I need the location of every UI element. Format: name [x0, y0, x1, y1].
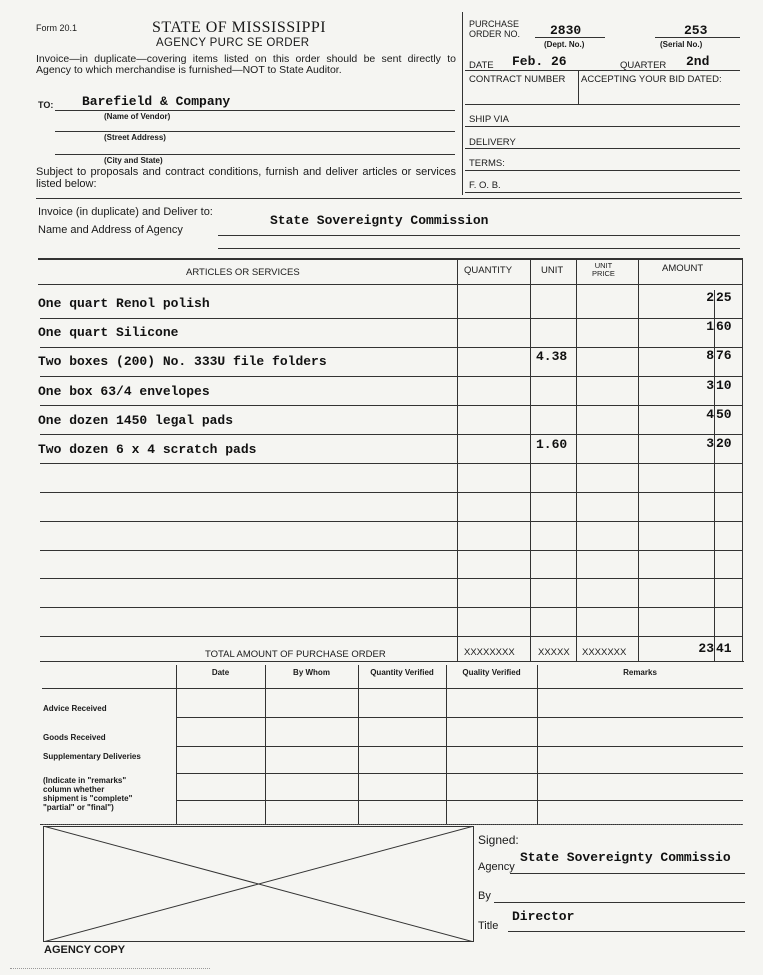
header-amount: AMOUNT: [662, 263, 704, 274]
invoice-instructions: Invoice—in duplicate—covering items listed on this order should be sent directly to Agency to which merchandise is furnished—NOT to State Auditor.: [36, 53, 456, 76]
invoice-deliver-label: Invoice (in duplicate) and Deliver to:: [38, 206, 213, 218]
void-box: [43, 826, 474, 942]
receiving-header: Date: [211, 668, 230, 677]
item-amount-cents[interactable]: 25: [716, 290, 732, 305]
form-number: Form 20.1: [36, 23, 78, 33]
form-subtitle: AGENCY PURC SE ORDER: [156, 37, 310, 49]
item-amount-dollars[interactable]: 3: [706, 378, 714, 393]
agency-address-label: Name and Address of Agency: [38, 224, 183, 236]
quarter-value[interactable]: 2nd: [686, 54, 710, 69]
vendor-caption: (Name of Vendor): [104, 112, 171, 121]
contract-label: CONTRACT NUMBER: [469, 74, 566, 85]
subject-text: Subject to proposals and contract conditions, furnish and deliver articles or services listed below:: [36, 166, 456, 190]
item-amount-dollars[interactable]: 2: [706, 290, 714, 305]
receiving-header: By Whom: [293, 668, 330, 677]
total-quantity-mask: XXXXXXXX: [464, 647, 515, 658]
serial-number[interactable]: 253: [684, 23, 708, 38]
form-title: STATE OF MISSISSIPPI: [152, 19, 327, 36]
ship-via-label: SHIP VIA: [469, 114, 509, 125]
item-unit-value[interactable]: 1.60: [536, 437, 568, 452]
serial-caption: (Serial No.): [660, 40, 703, 49]
total-cents[interactable]: 41: [716, 641, 732, 656]
quarter-label: QUARTER: [620, 60, 667, 71]
item-amount-cents[interactable]: 10: [716, 378, 732, 393]
item-description[interactable]: One box 63/4 envelopes: [38, 384, 210, 399]
item-description[interactable]: One quart Renol polish: [38, 296, 210, 311]
item-description[interactable]: One dozen 1450 legal pads: [38, 413, 234, 428]
receiving-row-label: Advice Received: [43, 704, 107, 713]
receiving-row-label: Supplementary Deliveries: [43, 752, 141, 761]
sig-title-value[interactable]: Director: [512, 909, 575, 924]
street-caption: (Street Address): [104, 133, 166, 142]
city-caption: (City and State): [104, 156, 163, 165]
terms-label: TERMS:: [469, 158, 505, 169]
agency-address-value[interactable]: State Sovereignty Commission: [270, 213, 489, 228]
total-dollars[interactable]: 23: [698, 641, 714, 656]
item-amount-cents[interactable]: 60: [716, 319, 732, 334]
total-unit-price-mask: XXXXXXX: [582, 647, 627, 658]
signed-label: Signed:: [478, 833, 519, 847]
po-label: PURCHASE ORDER NO.: [469, 19, 521, 39]
item-amount-dollars[interactable]: 3: [706, 436, 714, 451]
header-quantity: QUANTITY: [464, 265, 513, 276]
item-amount-dollars[interactable]: 1: [706, 319, 714, 334]
receiving-header: Quantity Verified: [370, 668, 434, 677]
to-label: TO:: [38, 100, 54, 110]
receiving-row-label: (Indicate in "remarks" column whether shipment is "complete" "partial" or "final"): [43, 776, 133, 812]
header-unit: UNIT: [541, 265, 564, 276]
sig-agency-label: Agency: [478, 861, 515, 873]
item-unit-value[interactable]: 4.38: [536, 349, 568, 364]
sig-agency-value[interactable]: State Sovereignty Commissio: [520, 850, 731, 865]
vendor-name[interactable]: Barefield & Company: [82, 94, 231, 109]
item-description[interactable]: Two dozen 6 x 4 scratch pads: [38, 442, 257, 457]
total-unit-mask: XXXXX: [538, 647, 570, 658]
sig-title-label: Title: [478, 920, 499, 932]
dept-number[interactable]: 2830: [550, 23, 582, 38]
date-label: DATE: [469, 60, 494, 71]
receiving-header: Quality Verified: [462, 668, 521, 677]
agency-copy-label: AGENCY COPY: [44, 944, 126, 956]
accepting-label: ACCEPTING YOUR BID DATED:: [581, 74, 722, 85]
item-amount-cents[interactable]: 50: [716, 407, 732, 422]
delivery-label: DELIVERY: [469, 137, 516, 148]
date-value[interactable]: Feb. 26: [512, 54, 567, 69]
item-description[interactable]: One quart Silicone: [38, 325, 179, 340]
item-amount-dollars[interactable]: 8: [706, 348, 714, 363]
header-articles: ARTICLES OR SERVICES: [186, 267, 300, 278]
item-description[interactable]: Two boxes (200) No. 333U file folders: [38, 354, 327, 369]
receiving-header: Remarks: [623, 668, 657, 677]
item-amount-cents[interactable]: 20: [716, 436, 732, 451]
item-amount-dollars[interactable]: 4: [706, 407, 714, 422]
receiving-row-label: Goods Received: [43, 733, 106, 742]
item-amount-cents[interactable]: 76: [716, 348, 732, 363]
dept-caption: (Dept. No.): [544, 40, 585, 49]
header-unit-price: UNIT PRICE: [592, 261, 615, 278]
total-label: TOTAL AMOUNT OF PURCHASE ORDER: [205, 649, 386, 660]
sig-by-label: By: [478, 890, 491, 902]
fob-label: F. O. B.: [469, 180, 501, 191]
